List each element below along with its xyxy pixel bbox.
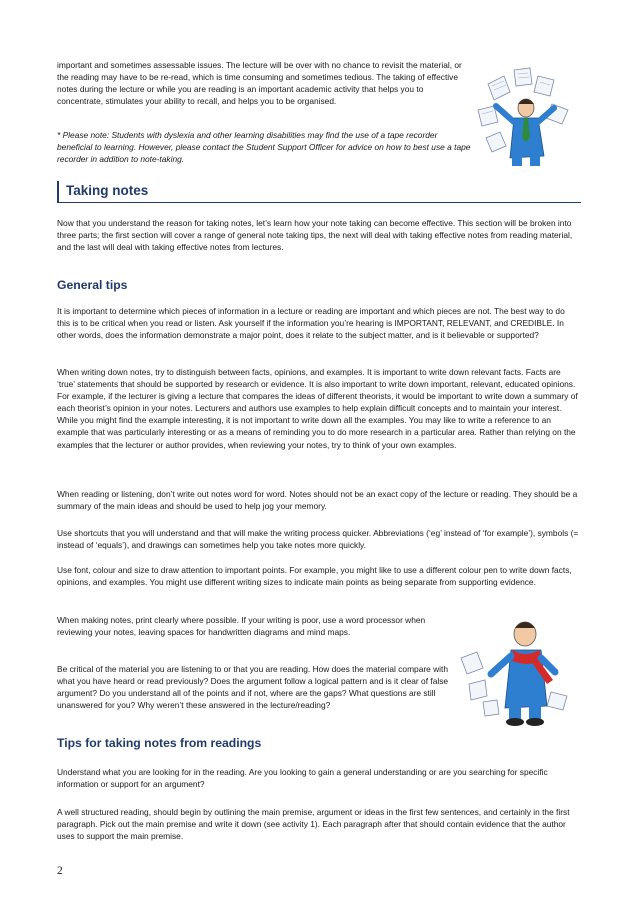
general-tips-paragraph-5: Use font, colour and size to draw attention to important points. For example, you might like to use a different colour pen to write down facts, opinions, and examples. You might use different writing sizes to indicate main points as being separate from supporting evidence.	[57, 565, 572, 588]
intro-paragraph: important and sometimes assessable issues. The lecture will be over with no chance to revisit the material, or the reading may have to be re-read, which is time consuming and sometimes tedious. The taking of effective notes during the lecture or while you are reading is an important academic activity that helps you to concentrate, stimulates your ability to recall, and helps you to be organised.	[57, 60, 462, 107]
readings-paragraph-1: Understand what you are looking for in the reading. Are you looking to gain a general understanding or are you searching for specific information or support for an argument?	[57, 767, 548, 790]
taking-notes-heading: Taking notes	[66, 183, 149, 198]
general-tips-paragraph-7: Be critical of the material you are listening to or that you are reading. How does the material compare with what you have heard or read previously? Does the argument follow a logical pattern and is it clear of false argument? Do you understand all of the points and if not, where are the gaps? What questions are still unanswered for you? Why weren’t these answered in the lecture/reading?	[57, 664, 449, 711]
general-tips-paragraph-6: When making notes, print clearly where possible. If your writing is poor, use a word processor when reviewing your notes, leaving spaces for handwritten diagrams and mind maps.	[57, 615, 426, 638]
dyslexia-note: * Please note: Students with dyslexia and other learning disabilities may find the use of a tape recorder beneficial to learning. However, please contact the Student Support Officer for advice on how to best use a tape recorder in addition to note-taking.	[57, 130, 471, 165]
general-tips-paragraph-1: It is important to determine which pieces of information in a lecture or reading are important and which pieces are not. The best way to do this is to be critical when you read or listen. Ask yourself if the information you’re hearing is IMPORTANT, RELEVANT, and CREDIBLE. In other words, does the information demonstrate a major point, does it relate to the subject matter, and is it believable or supported?	[57, 306, 565, 341]
scarf-figure-illustration	[455, 610, 575, 728]
taking-notes-heading-box	[57, 181, 581, 203]
readings-paragraph-2: A well structured reading, should begin by outlining the main premise, argument or ideas in the first few sentences, and certainly in the first paragraph. Pick out the main premise and write it down (see activity 1). Each paragraph after that should contain evidence that the author uses to support the main premise.	[57, 807, 570, 842]
general-tips-paragraph-3: When reading or listening, don’t write out notes word for word. Notes should not be an exact copy of the lecture or reading. They should be a summary of the main ideas and should be used to help jog your memory.	[57, 489, 578, 512]
page-number: 2	[57, 865, 63, 877]
general-tips-paragraph-2: When writing down notes, try to distinguish between facts, opinions, and examples. It is important to write down relevant facts. Facts are ‘true’ statements that should be supported by research or evidence. It is also important to write down important, relevant, educated opinions. For example, if the lecturer is giving a lecture that compares the ideas of different theorists, it would be important to write down a summary of each theorist’s opinion in your notes. Lecturers and authors use examples to help explain difficult concepts and to maintain your interest. While you might find the example interesting, it is not important to write down all the examples. You may like to write a reference to an example that was particularly interesting or as a means of reminding you to do more research in a particular area. Rather than relying on the examples that the lecturer or author provides, when reviewing your notes, try to think of your own examples.	[57, 367, 578, 450]
general-tips-heading: General tips	[57, 278, 128, 292]
papers-juggler-illustration	[474, 66, 574, 170]
readings-heading: Tips for taking notes from readings	[57, 736, 262, 750]
taking-notes-paragraph: Now that you understand the reason for taking notes, let’s learn how your note taking can become effective. This section will be broken into three parts; the first section will cover a range of general note taking tips, the next will deal with taking effective notes from reading material, and the last will deal with taking effective notes from lectures.	[57, 218, 573, 253]
general-tips-paragraph-4: Use shortcuts that you will understand and that will make the writing process quicker. Abbreviations (‘eg’ instead of ‘for example’), symbols (= instead of ‘equals’), and drawings can sometimes help you take notes more quickly.	[57, 528, 579, 551]
